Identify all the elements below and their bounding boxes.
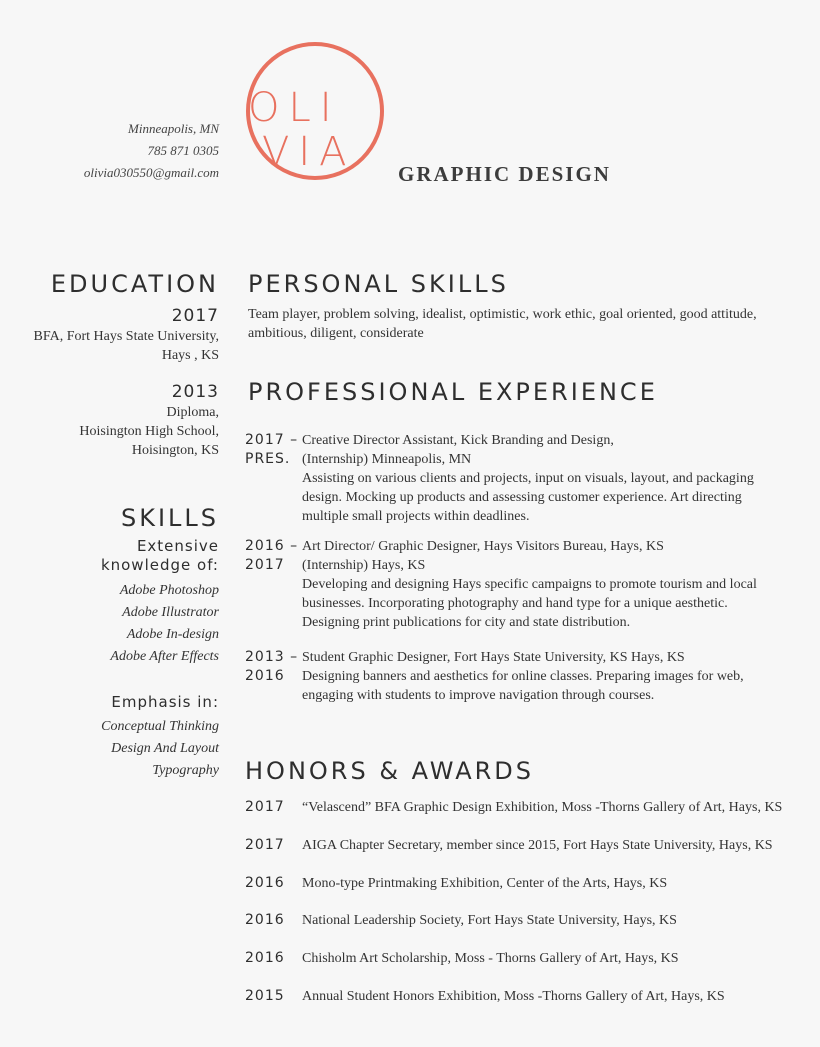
award-year: 2017	[245, 799, 285, 815]
education-line: Diploma,	[166, 405, 219, 420]
experience-line: Developing and designing Hays specific campaigns to promote tourism and local	[302, 577, 757, 592]
experience-line: engaging with students to improve navigation through courses.	[302, 688, 655, 703]
experience-heading: PROFESSIONAL EXPERIENCE	[248, 378, 658, 406]
experience-date-line: 2016	[245, 668, 285, 684]
personal-skills-line: Team player, problem solving, idealist, optimistic, work ethic, goal oriented, good attitude,	[248, 307, 757, 322]
experience-line: Art Director/ Graphic Designer, Hays Visitors Bureau, Hays, KS	[302, 539, 664, 554]
skills-emphasis-list	[19, 716, 219, 782]
skills-knowledge-heading-line: knowledge of:	[100, 556, 219, 574]
personal-skills-text	[248, 305, 808, 343]
education-year-2: 2013	[171, 382, 219, 402]
award-year: 2017	[245, 837, 285, 853]
award-text: Mono-type Printmaking Exhibition, Center of the Arts, Hays, KS	[302, 876, 668, 891]
award-text: “Velascend” BFA Graphic Design Exhibition, Moss -Thorns Gallery of Art, Hays, KS	[302, 800, 783, 815]
experience-date	[245, 648, 298, 686]
award-text: Chisholm Art Scholarship, Moss - Thorns Gallery of Art, Hays, KS	[302, 951, 679, 966]
award-text: National Leadership Society, Fort Hays State University, Hays, KS	[302, 913, 677, 928]
emphasis-item: Conceptual Thinking	[101, 719, 219, 734]
award-text: Annual Student Honors Exhibition, Moss -Thorns Gallery of Art, Hays, KS	[302, 989, 725, 1004]
experience-line: Creative Director Assistant, Kick Branding and Design,	[302, 433, 614, 448]
experience-line: Designing banners and aesthetics for online classes. Preparing images for web,	[302, 669, 744, 684]
experience-date	[245, 537, 298, 575]
experience-entry	[302, 537, 802, 632]
education-entry-1	[0, 327, 219, 365]
experience-entry	[302, 431, 802, 526]
emphasis-item: Typography	[152, 763, 219, 778]
experience-date	[245, 431, 298, 469]
logo-line-1: OLI	[248, 85, 341, 131]
education-line: Hays , KS	[161, 348, 219, 363]
skills-emphasis-heading: Emphasis in:	[111, 693, 219, 711]
skill-item: Adobe After Effects	[110, 649, 219, 664]
contact-email[interactable]: olivia030550@gmail.com	[83, 165, 219, 180]
award-year: 2016	[245, 950, 285, 966]
experience-line: (Internship) Minneapolis, MN	[302, 452, 472, 467]
award-text: AIGA Chapter Secretary, member since 2015, Fort Hays State University, Hays, KS	[302, 838, 773, 853]
experience-line: design. Mocking up products and assessing customer experience. Art directing	[302, 490, 742, 505]
contact-location: Minneapolis, MN	[128, 121, 219, 136]
experience-date-line: 2017	[245, 557, 285, 573]
honors-heading: HONORS & AWARDS	[245, 757, 534, 785]
logo-line-2: VIA	[262, 129, 356, 175]
skills-knowledge-list	[19, 580, 219, 668]
skills-knowledge-heading	[19, 537, 219, 575]
education-line: Hoisington High School,	[79, 424, 219, 439]
skill-item: Adobe Photoshop	[119, 583, 219, 598]
experience-date-line: PRES.	[245, 451, 291, 467]
education-year-1: 2017	[171, 306, 219, 326]
skill-item: Adobe In-design	[126, 627, 219, 642]
skills-heading: SKILLS	[120, 504, 219, 532]
experience-line: Student Graphic Designer, Fort Hays State University, KS Hays, KS	[302, 650, 685, 665]
experience-line: (Internship) Hays, KS	[302, 558, 426, 573]
award-year: 2016	[245, 875, 285, 891]
personal-skills-heading: PERSONAL SKILLS	[248, 270, 509, 298]
education-line: Hoisington, KS	[131, 443, 219, 458]
experience-date-line: 2016 –	[245, 538, 299, 554]
experience-date-line: 2017 –	[245, 432, 299, 448]
contact-phone: 785 871 0305	[147, 143, 219, 158]
skills-knowledge-heading-line: Extensive	[136, 537, 219, 555]
contact-block	[19, 118, 219, 184]
award-year: 2016	[245, 912, 285, 928]
experience-line: businesses. Incorporating photography and hand type for a unique aesthetic.	[302, 596, 728, 611]
education-entry-2	[0, 403, 219, 460]
education-line: BFA, Fort Hays State University,	[33, 329, 219, 344]
experience-entry	[302, 648, 802, 705]
experience-line: Assisting on various clients and projects, input on visuals, layout, and packaging	[302, 471, 754, 486]
skill-item: Adobe Illustrator	[122, 605, 219, 620]
experience-line: Designing print publications for city and state distribution.	[302, 615, 631, 630]
personal-skills-line: ambitious, diligent, considerate	[248, 326, 424, 341]
experience-line: multiple small projects within deadlines.	[302, 509, 530, 524]
emphasis-item: Design And Layout	[111, 741, 219, 756]
experience-date-line: 2013 –	[245, 649, 299, 665]
award-year: 2015	[245, 988, 285, 1004]
tagline: GRAPHIC DESIGN	[398, 162, 611, 186]
education-heading: EDUCATION	[50, 270, 219, 298]
